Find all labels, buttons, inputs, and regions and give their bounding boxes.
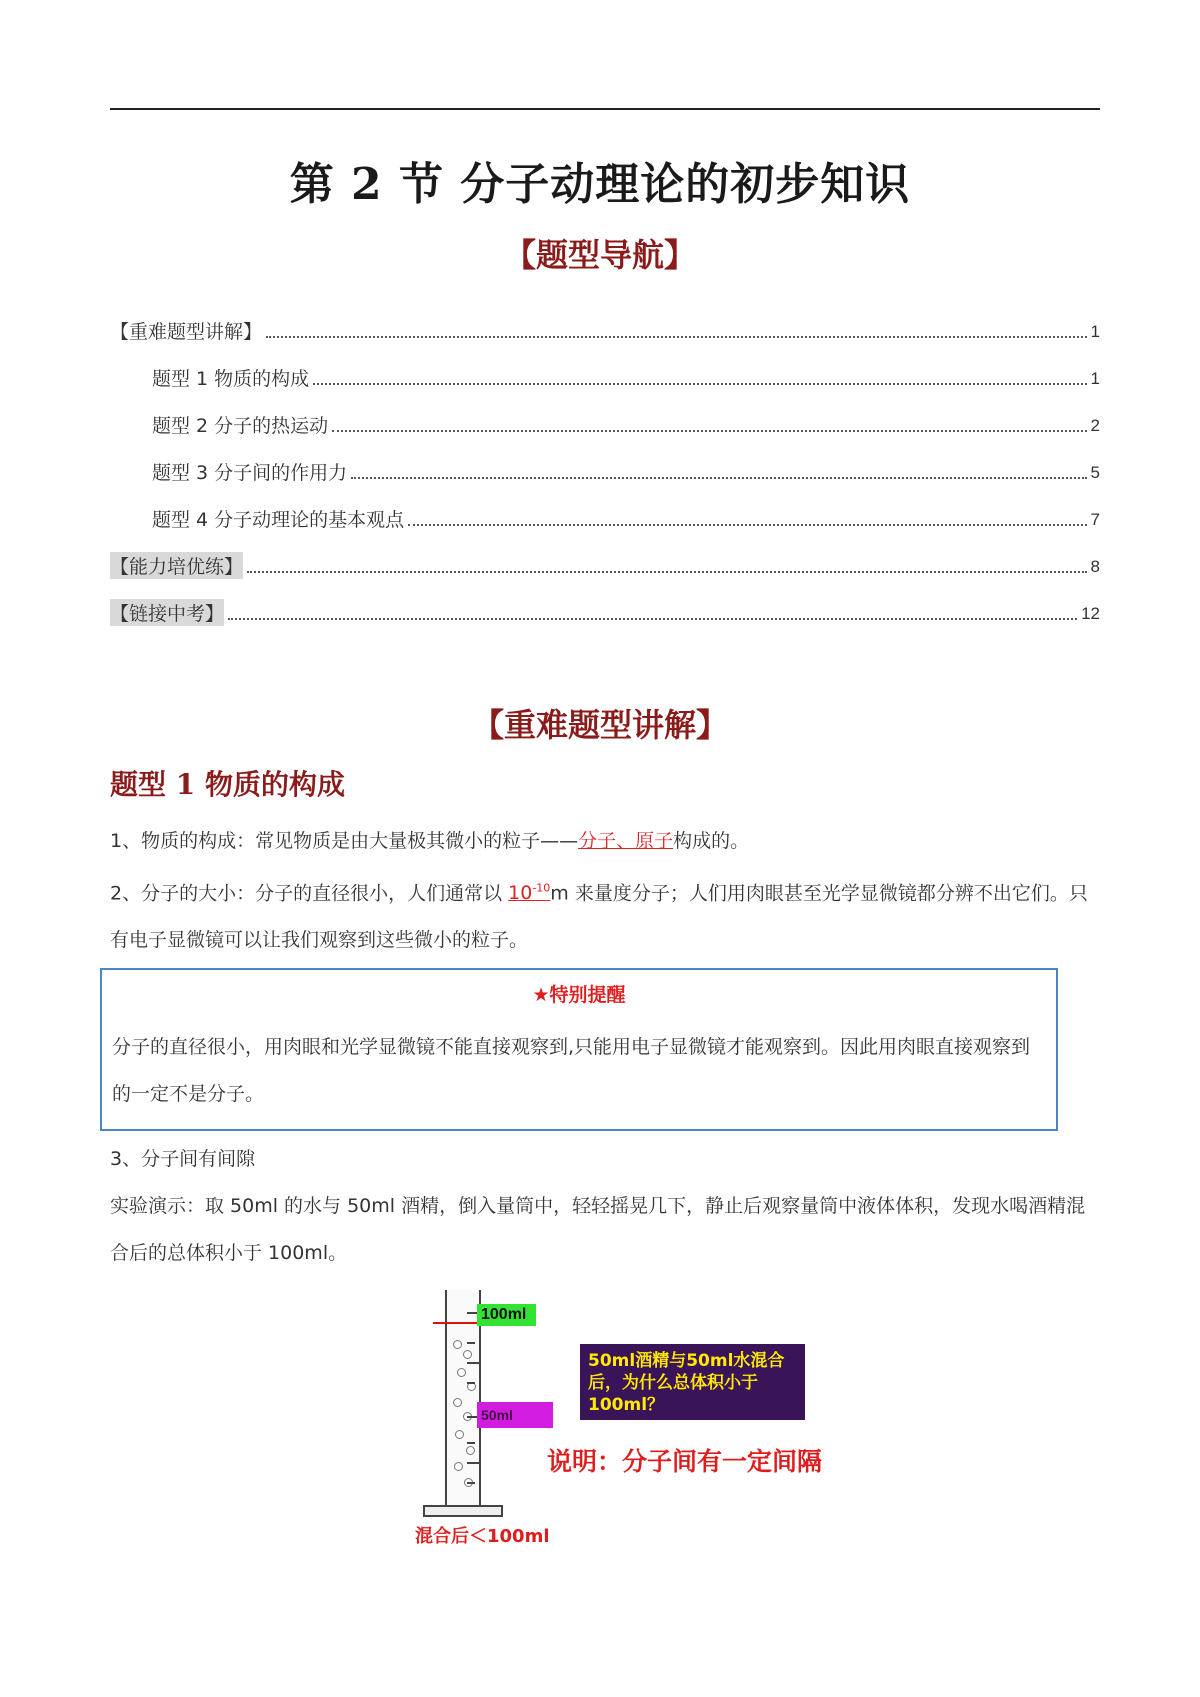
nav-title: 【题型导航】: [503, 236, 696, 274]
toc-page-number: 12: [1081, 604, 1100, 623]
highlight-text: 分子、原子: [578, 830, 674, 852]
toc-row[interactable]: [110, 438, 1100, 485]
highlight-text: [508, 882, 550, 904]
experiment-figure: [415, 1282, 855, 1550]
toc-leader-dots: [247, 571, 1087, 573]
toc-row[interactable]: [110, 532, 1100, 579]
scale-tick: [467, 1442, 475, 1444]
molecule-circle: [454, 1462, 463, 1471]
toc-leader-dots: [332, 430, 1086, 432]
toc-label: 【链接中考】: [110, 599, 224, 626]
molecule-circle: [457, 1368, 466, 1377]
toc-label: 【重难题型讲解】: [110, 321, 263, 343]
exponent-base: 10: [508, 882, 533, 905]
toc-page-number: 5: [1090, 463, 1100, 482]
label-50ml: 50ml: [477, 1402, 553, 1428]
molecule-circle: [453, 1340, 462, 1349]
reminder-body: 分子的直径很小，用肉眼和光学显微镜不能直接观察到,只能用电子显微镜才能观察到。因此用肉眼直接观察到的一定不是分子。: [112, 1036, 1031, 1105]
toc-page-number: 1: [1090, 369, 1100, 388]
molecule-circle: [466, 1446, 475, 1455]
toc-leader-dots: [351, 477, 1086, 479]
paragraph-size: [110, 865, 1100, 964]
section-title: 【重难题型讲解】: [471, 706, 728, 744]
toc-row[interactable]: [110, 297, 1100, 344]
scale-tick: [467, 1362, 479, 1364]
text: 1、物质的构成：常见物质是由大量极其微小的粒子——: [110, 830, 579, 852]
paragraph-composition: [110, 818, 1100, 865]
scale-tick: [467, 1482, 475, 1484]
toc-leader-dots: [266, 336, 1087, 338]
exponent: -10: [532, 882, 551, 895]
scale-tick: [467, 1342, 475, 1344]
paragraph-gap: 3、分子间有间隙: [110, 1148, 256, 1170]
text: m 来量度分子；人们用肉眼甚至光学显微镜都分辨不出它们。只有电子显微镜可以让我们观察到这些微小的粒子。: [110, 882, 1088, 952]
table-of-contents: [110, 297, 1100, 626]
molecule-circle: [463, 1350, 472, 1359]
reminder-title: ★特别提醒: [532, 984, 626, 1006]
question-box: 50ml酒精与50ml水混合后，为什么总体积小于100ml？: [580, 1344, 805, 1420]
toc-leader-dots: [228, 618, 1077, 620]
page-title: 第 2 节 分子动理论的初步知识: [289, 159, 911, 210]
cylinder-base: [423, 1505, 503, 1517]
toc-page-number: 8: [1090, 557, 1100, 576]
scale-tick: [467, 1382, 475, 1384]
explanation-note: 说明：分子间有一定间隔: [547, 1447, 823, 1476]
label-100ml: 100ml: [477, 1304, 536, 1326]
text: 构成的。: [673, 830, 750, 852]
result-label: 混合后＜100ml: [415, 1526, 550, 1547]
toc-row[interactable]: [110, 579, 1100, 626]
toc-row[interactable]: [110, 391, 1100, 438]
toc-leader-dots: [313, 383, 1086, 385]
toc-leader-dots: [408, 524, 1086, 526]
toc-label: 题型 1 物质的构成: [152, 368, 310, 390]
paragraph-experiment: 实验演示：取 50ml 的水与 50ml 酒精，倒入量筒中，轻轻摇晃几下，静止后观察量筒中液体体积，发现水喝酒精混合后的总体积小于 100ml。: [110, 1195, 1086, 1264]
subsection-title: 题型 1 物质的构成: [110, 768, 345, 801]
molecule-circle: [453, 1398, 462, 1407]
toc-page-number: 1: [1090, 322, 1100, 341]
molecule-circle: [455, 1430, 464, 1439]
toc-label: 【能力培优练】: [110, 552, 243, 579]
toc-page-number: 7: [1090, 510, 1100, 529]
toc-row[interactable]: [110, 344, 1100, 391]
scale-tick: [467, 1462, 479, 1464]
reminder-box: [100, 968, 1058, 1131]
toc-label: 题型 4 分子动理论的基本观点: [152, 509, 405, 531]
toc-label: 题型 2 分子的热运动: [152, 415, 329, 437]
toc-row[interactable]: [110, 485, 1100, 532]
top-rule: [110, 108, 1100, 110]
text: 2、分子的大小：分子的直径很小，人们通常以: [110, 882, 509, 905]
toc-label: 题型 3 分子间的作用力: [152, 462, 348, 484]
toc-page-number: 2: [1090, 416, 1100, 435]
